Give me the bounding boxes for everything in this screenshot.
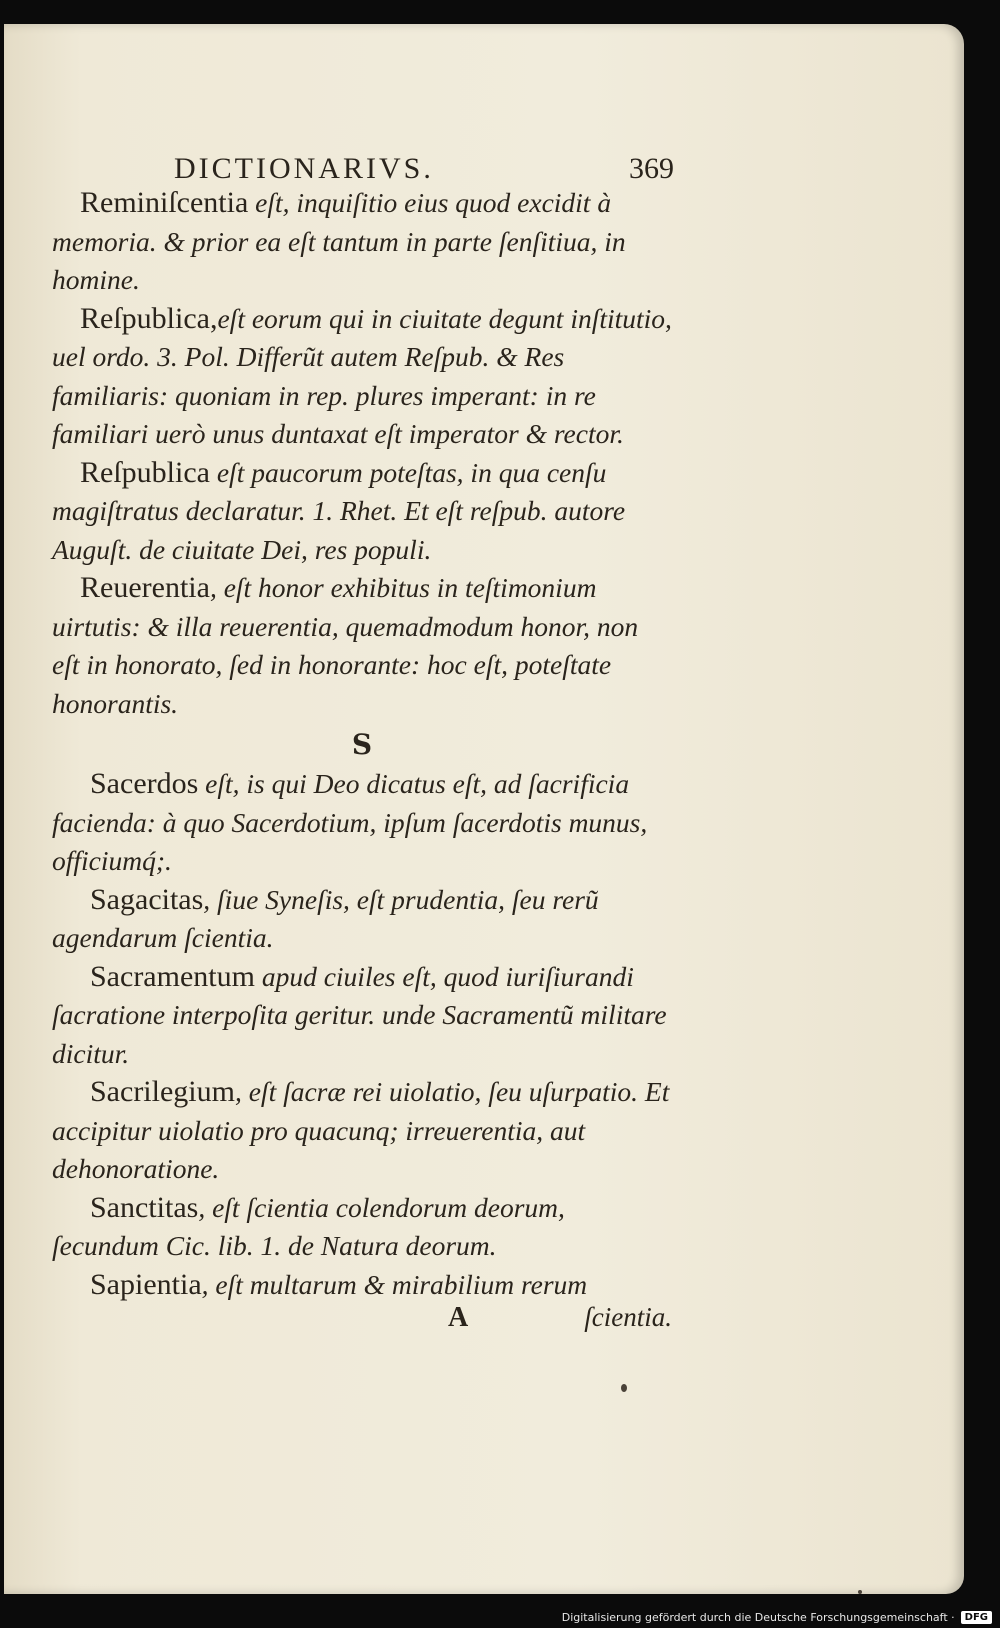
headword: Sanctitas — [90, 1190, 199, 1224]
definition: , eſt ſcientia colendorum deorum, ſecundum Cic. lib. 1. de Natura deorum. — [52, 1191, 565, 1261]
running-title: DICTIONARIVS. — [174, 152, 434, 185]
dictionary-entry — [52, 1189, 672, 1266]
definition: , eſt multarum & mirabilium rerum — [201, 1268, 588, 1300]
headword: Sagacitas — [90, 882, 204, 916]
running-header — [52, 144, 672, 184]
headword: Sacrilegium — [90, 1075, 235, 1108]
credit-text: Digitalisierung gefördert durch die Deutsche Forschungsgemeinschaft · — [561, 1610, 955, 1624]
entry-list-s — [52, 765, 672, 1304]
headword: Reuerentia — [80, 571, 210, 604]
entry-list-r — [52, 184, 672, 723]
headword: Sacerdos — [90, 767, 199, 800]
dictionary-entry — [52, 300, 672, 454]
dictionary-entry — [52, 454, 672, 570]
page-text — [52, 144, 672, 1344]
definition: eſt, inquiſitio eius quod excidit à memoria. & prior ea eſt tantum in parte ſenſitiua, in homine. — [52, 187, 626, 295]
dictionary-entry — [52, 958, 672, 1074]
headword: Reſpublica, — [80, 301, 218, 335]
section-letter: S — [351, 728, 373, 761]
definition: apud ciuiles eſt, quod iuriſiurandi ſacratione interpoſita geritur. unde Sacramentũ militare dicitur. — [52, 960, 667, 1069]
catchword: ſcientia. — [584, 1302, 672, 1332]
dictionary-entry — [52, 184, 672, 300]
page-footer — [52, 1304, 672, 1344]
definition: , eſt honor exhibitus in teſtimonium uirtutis: & illa reuerentia, quemadmodum honor, non eſt in honorato, ſed in honorante: hoc eſt, poteſtate honorantis. — [52, 572, 639, 719]
dictionary-entry — [52, 881, 672, 958]
dfg-logo-badge: DFG — [961, 1611, 992, 1624]
dictionary-entry — [52, 1266, 672, 1305]
dictionary-entry — [52, 1073, 672, 1189]
dictionary-entry — [52, 569, 672, 723]
page-number: 369 — [629, 152, 674, 185]
headword: Sapientia — [90, 1267, 202, 1301]
signature-mark: A — [448, 1302, 469, 1333]
headword: Sacramentum — [90, 959, 255, 993]
digitization-credit — [562, 1606, 992, 1628]
headword: Reſpublica — [80, 455, 210, 489]
book-page — [4, 24, 964, 1594]
ink-speck — [621, 1384, 627, 1392]
definition: , eſt ſacræ rei uiolatio, ſeu uſurpatio. Et accipitur uiolatio pro quacunq; irreuerentia, aut dehonoratione. — [52, 1076, 670, 1184]
definition: eſt, is qui Deo dicatus eſt, ad ſacrificia facienda: à quo Sacerdotium, ipſum ſacerdotis munus, officiumq́;. — [52, 768, 648, 876]
definition: , ſiue Syneſis, eſt prudentia, ſeu rerũ agendarum ſcientia. — [52, 883, 599, 953]
dictionary-entry — [52, 765, 672, 881]
definition: eſt eorum qui in ciuitate degunt inſtitutio, uel ordo. 3. Pol. Differũt autem Reſpub. & Res familiaris: quoniam in rep. plures imperant: in re familiari uerò unus duntaxat eſt imperator & rector. — [52, 302, 672, 449]
headword: Reminiſcentia — [80, 186, 249, 219]
definition: eſt paucorum poteſtas, in qua cenſu magiſtratus declaratur. 1. Rhet. Et eſt reſpub. autore Auguſt. de ciuitate Dei, res populi. — [52, 456, 626, 565]
ink-speck — [858, 1590, 862, 1594]
